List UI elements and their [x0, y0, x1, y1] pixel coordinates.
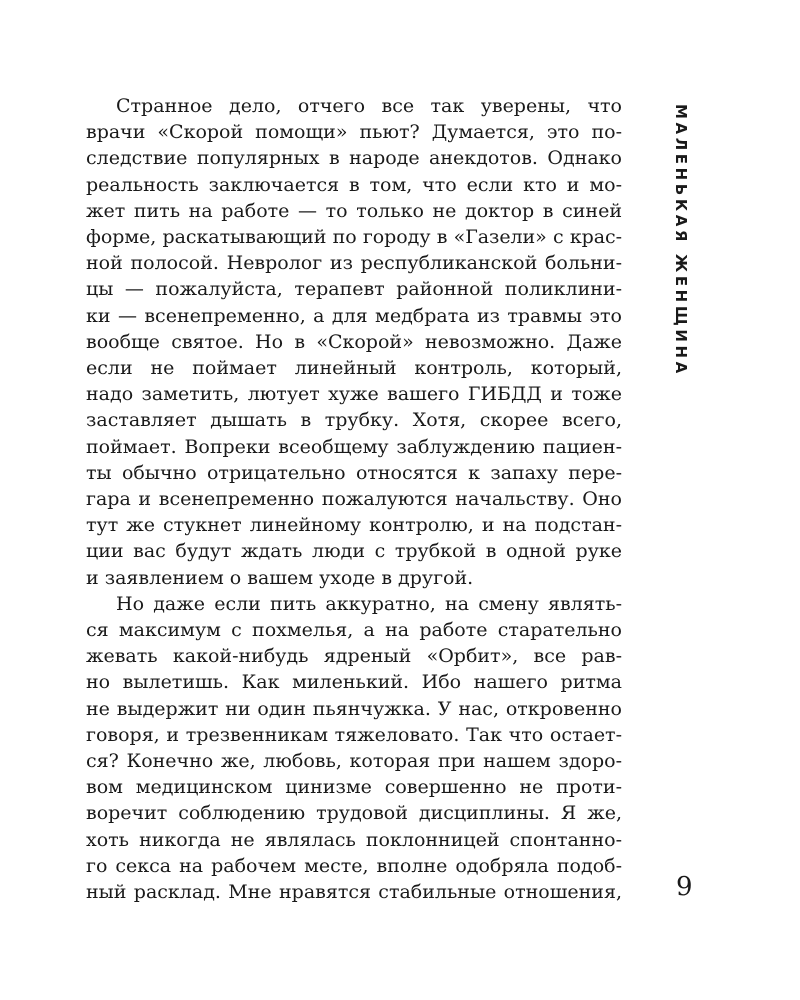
- text-line: жевать какой-нибудь ядреный «Орбит», все рав-: [86, 645, 622, 668]
- text-line: ся? Конечно же, любовь, которая при нашем здоро-: [86, 750, 622, 773]
- text-line: ся максимум с похмелья, а на работе старательно: [86, 619, 622, 642]
- text-line: вообще святое. Но в «Скорой» невозможно. Даже: [86, 330, 622, 353]
- text-line: Но даже если пить аккуратно, на смену являть-: [116, 592, 622, 615]
- text-line: гара и всенепременно пожалуются начальству. Оно: [86, 488, 622, 511]
- paragraph-2: [86, 591, 622, 905]
- text-line: врачи «Скорой помощи» пьют? Думается, это по-: [86, 121, 622, 144]
- text-line: говоря, и трезвенникам тяжеловато. Так что остает-: [86, 723, 622, 746]
- text-line: ный расклад. Мне нравятся стабильные отношения,: [86, 881, 622, 904]
- text-line: вом медицинском цинизме совершенно не проти-: [86, 776, 622, 799]
- text-line: но вылетишь. Как миленький. Ибо нашего ритма: [86, 671, 622, 694]
- text-line: ты обычно отрицательно относятся к запаху пере-: [86, 461, 622, 484]
- text-line: цы — пожалуйста, терапевт районной поликлини-: [86, 278, 622, 301]
- paragraph-1: [86, 93, 622, 591]
- text-line: и заявлением о вашем уходе в другой.: [86, 566, 474, 589]
- text-line: жет пить на работе — то только не доктор в синей: [86, 199, 622, 222]
- body-text: [86, 93, 622, 905]
- text-line: ной полосой. Невролог из республиканской больни-: [86, 252, 622, 275]
- text-line: ки — всенепременно, а для медбрата из травмы это: [86, 304, 622, 327]
- text-line: ции вас будут ждать люди с трубкой в одной руке: [86, 540, 622, 563]
- text-line: поймает. Вопреки всеобщему заблуждению пациен-: [86, 435, 622, 458]
- text-line: го секса на рабочем месте, вполне одобряла подоб-: [86, 854, 622, 877]
- running-head: МАЛЕНЬКАЯ ЖЕНЩИНА: [672, 104, 690, 377]
- text-line: если не поймает линейный контроль, который,: [86, 357, 622, 380]
- text-line: воречит соблюдению трудовой дисциплины. Я же,: [86, 802, 622, 825]
- page-number: 9: [676, 872, 693, 902]
- text-line: Странное дело, отчего все так уверены, что: [116, 95, 622, 117]
- text-line: реальность заключается в том, что если кто и мо-: [86, 173, 622, 196]
- text-line: надо заметить, лютует хуже вашего ГИБДД и тоже: [86, 383, 622, 406]
- text-line: хоть никогда не являлась поклонницей спонтанно-: [86, 828, 622, 851]
- text-line: форме, раскатывающий по городу в «Газели» с крас-: [86, 226, 622, 249]
- text-line: заставляет дышать в трубку. Хотя, скорее всего,: [86, 409, 622, 432]
- text-line: не выдержит ни один пьянчужка. У нас, откровенно: [86, 697, 622, 720]
- text-line: следствие популярных в народе анекдотов. Однако: [86, 147, 622, 170]
- text-line: тут же стукнет линейному контролю, и на подстан-: [86, 514, 622, 537]
